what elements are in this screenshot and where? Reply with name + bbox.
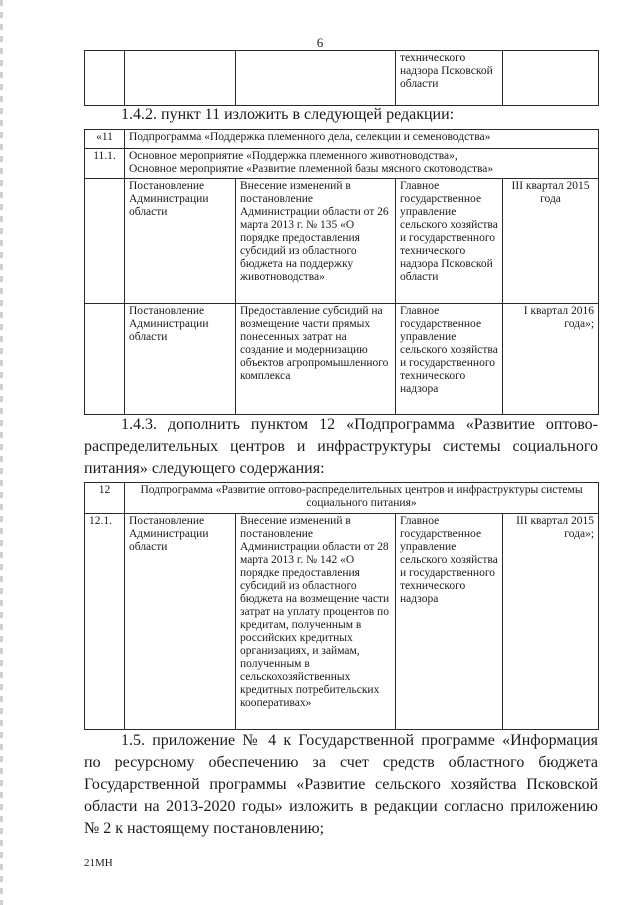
measure-description: Внесение изменений в постановление Администрации области от 28 марта 2013 г. № 142 «О порядке предоставления субсидий из областного бюджета на возмещение части затрат на уплату процентов по кредитам, полученным в российских кредитных организациях, и займам, полученным в сельскохозяйственных кредитных потребительских кооперативах» [236, 514, 396, 730]
top-continuation-table [84, 50, 599, 106]
paragraph-1-4-2: 1.4.2. пункт 11 изложить в следующей редакции: [121, 106, 455, 123]
paragraph-line: 1.4.3. дополнить пунктом 12 «Подпрограмма «Развитие оптово- [121, 416, 598, 433]
paragraph-line: распределительных центров и инфраструктуры системы социального [84, 438, 598, 455]
table-cell: технического надзора Псковской области [396, 51, 503, 106]
table-cell [125, 51, 236, 106]
executor: Главное государственное управление сельского хозяйства и государственного технического надзора [396, 514, 503, 730]
subprogram-title: Подпрограмма «Поддержка племенного дела, селекции и семеноводства» [125, 130, 599, 149]
table-cell [503, 51, 599, 106]
measure-description: Предоставление субсидий на возмещение части прямых понесенных затрат на создание и модернизацию объектов агропромышленного комплекса [236, 304, 396, 415]
table-row [85, 514, 599, 730]
executor: Главное государственное управление сельского хозяйства и государственного технического надзора [396, 304, 503, 415]
table-row [85, 51, 599, 106]
document-code: 21МН [84, 857, 113, 869]
paragraph-line: питания» следующего содержания: [84, 460, 325, 477]
main-measure-1: Основное мероприятие «Поддержка племенного животноводства», [129, 150, 458, 162]
table-cell [236, 51, 396, 106]
paragraph-1-4-3 [84, 414, 598, 480]
main-measure-2: Основное мероприятие «Развитие племенной базы мясного скотоводства» [129, 163, 494, 175]
row-number: 12.1. [85, 514, 125, 730]
paragraph-line: по ресурсному обеспечению за счет средств областного бюджета [84, 754, 598, 771]
paragraph-line: области на 2013-2020 годы» изложить в редакции согласно приложению [84, 798, 598, 815]
deadline: I квартал 2016 года»; [503, 304, 599, 415]
table-header-row [85, 130, 599, 149]
table-subheader-row [85, 149, 599, 179]
measure-description: Внесение изменений в постановление Администрации области от 26 марта 2013 г. № 135 «О порядке предоставления субсидий из областного бюджета на поддержку животноводства» [236, 179, 396, 304]
deadline: III квартал 2015 года [503, 179, 599, 304]
row-number [85, 304, 125, 415]
table-item-12 [84, 482, 599, 730]
document-type: Постановление Администрации области [125, 514, 236, 730]
row-number: 12 [85, 483, 125, 514]
subprogram-title: Подпрограмма «Развитие оптово-распределительных центров и инфраструктуры системы социального питания» [125, 483, 599, 514]
document-type: Постановление Администрации области [125, 304, 236, 415]
page-number: 6 [316, 35, 324, 50]
paragraph-line: 1.5. приложение № 4 к Государственной программе «Информация [121, 732, 598, 749]
paragraph-1-5 [84, 730, 598, 840]
paragraph-line: № 2 к настоящему постановлению; [84, 820, 325, 837]
executor: Главное государственное управление сельского хозяйства и государственного технического надзора Псковской области [396, 179, 503, 304]
main-measures [125, 149, 599, 179]
table-header-row [85, 483, 599, 514]
table-cell [85, 51, 125, 106]
deadline: III квартал 2015 года»; [503, 514, 599, 730]
paragraph-line: Государственной программы «Развитие сельского хозяйства Псковской [84, 776, 598, 793]
row-number: «11 [85, 130, 125, 149]
table-row [85, 179, 599, 304]
table-row [85, 304, 599, 415]
row-number [85, 179, 125, 304]
row-number: 11.1. [85, 149, 125, 179]
document-type: Постановление Администрации области [125, 179, 236, 304]
scan-edge [0, 0, 3, 905]
table-item-11 [84, 129, 599, 415]
